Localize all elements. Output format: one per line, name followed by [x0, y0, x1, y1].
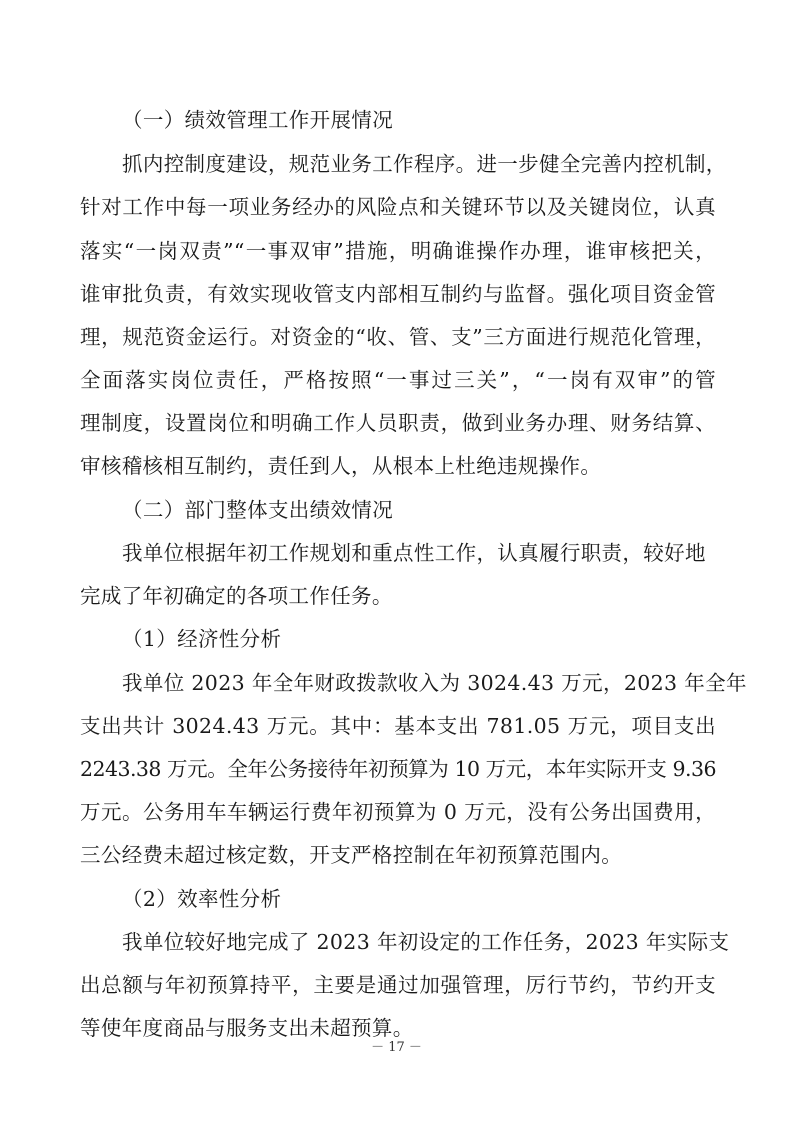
paragraph-line: 万元。公务用车车辆运行费年初预算为 0 万元，没有公务出国费用， [80, 800, 716, 824]
paragraph-line: 三公经费未超过核定数，开支严格控制在年初预算范围内。 [80, 843, 623, 867]
subsection-heading-efficiency: （2）效率性分析 [122, 887, 282, 911]
paragraph-line: 完成了年初确定的各项工作任务。 [80, 584, 393, 608]
paragraph-line: 我单位根据年初工作规划和重点性工作，认真履行职责，较好地 [122, 541, 706, 565]
paragraph-line: 落实“一岗双责”“一事双审”措施，明确谁操作办理，谁审核把关， [80, 239, 716, 263]
paragraph-line: 谁审批负责，有效实现收管支内部相互制约与监督。强化项目资金管 [80, 282, 716, 306]
paragraph-line: 2243.38 万元。全年公务接待年初预算为 10 万元，本年实际开支 9.36 [80, 757, 716, 781]
page-number: － 17 － [371, 1040, 422, 1055]
paragraph-line: 抓内控制度建设，规范业务工作程序。进一步健全完善内控机制， [122, 152, 727, 176]
paragraph-line: 出总额与年初预算持平，主要是通过加强管理，厉行节约，节约开支 [80, 973, 716, 997]
paragraph-line: 理，规范资金运行。对资金的“收、管、支”三方面进行规范化管理， [80, 325, 716, 349]
section-heading-1: （一）绩效管理工作开展情况 [122, 108, 394, 132]
paragraph-line: 我单位 2023 年全年财政拨款收入为 3024.43 万元，2023 年全年 [122, 671, 747, 695]
paragraph-line: 全面落实岗位责任，严格按照“一事过三关”，“一岗有双审”的管 [80, 368, 716, 392]
paragraph-line: 审核稽核相互制约，责任到人，从根本上杜绝违规操作。 [80, 454, 602, 478]
paragraph-line: 理制度，设置岗位和明确工作人员职责，做到业务办理、财务结算、 [80, 411, 716, 435]
paragraph-line: 我单位较好地完成了 2023 年初设定的工作任务，2023 年实际支 [122, 930, 730, 954]
paragraph-line: 支出共计 3024.43 万元。其中：基本支出 781.05 万元，项目支出 [80, 714, 716, 738]
paragraph-line: 等使年度商品与服务支出未超预算。 [80, 1016, 414, 1040]
paragraph-line: 针对工作中每一项业务经办的风险点和关键环节以及关键岗位，认真 [80, 195, 716, 219]
section-heading-2: （二）部门整体支出绩效情况 [122, 498, 394, 522]
subsection-heading-economy: （1）经济性分析 [122, 627, 282, 651]
